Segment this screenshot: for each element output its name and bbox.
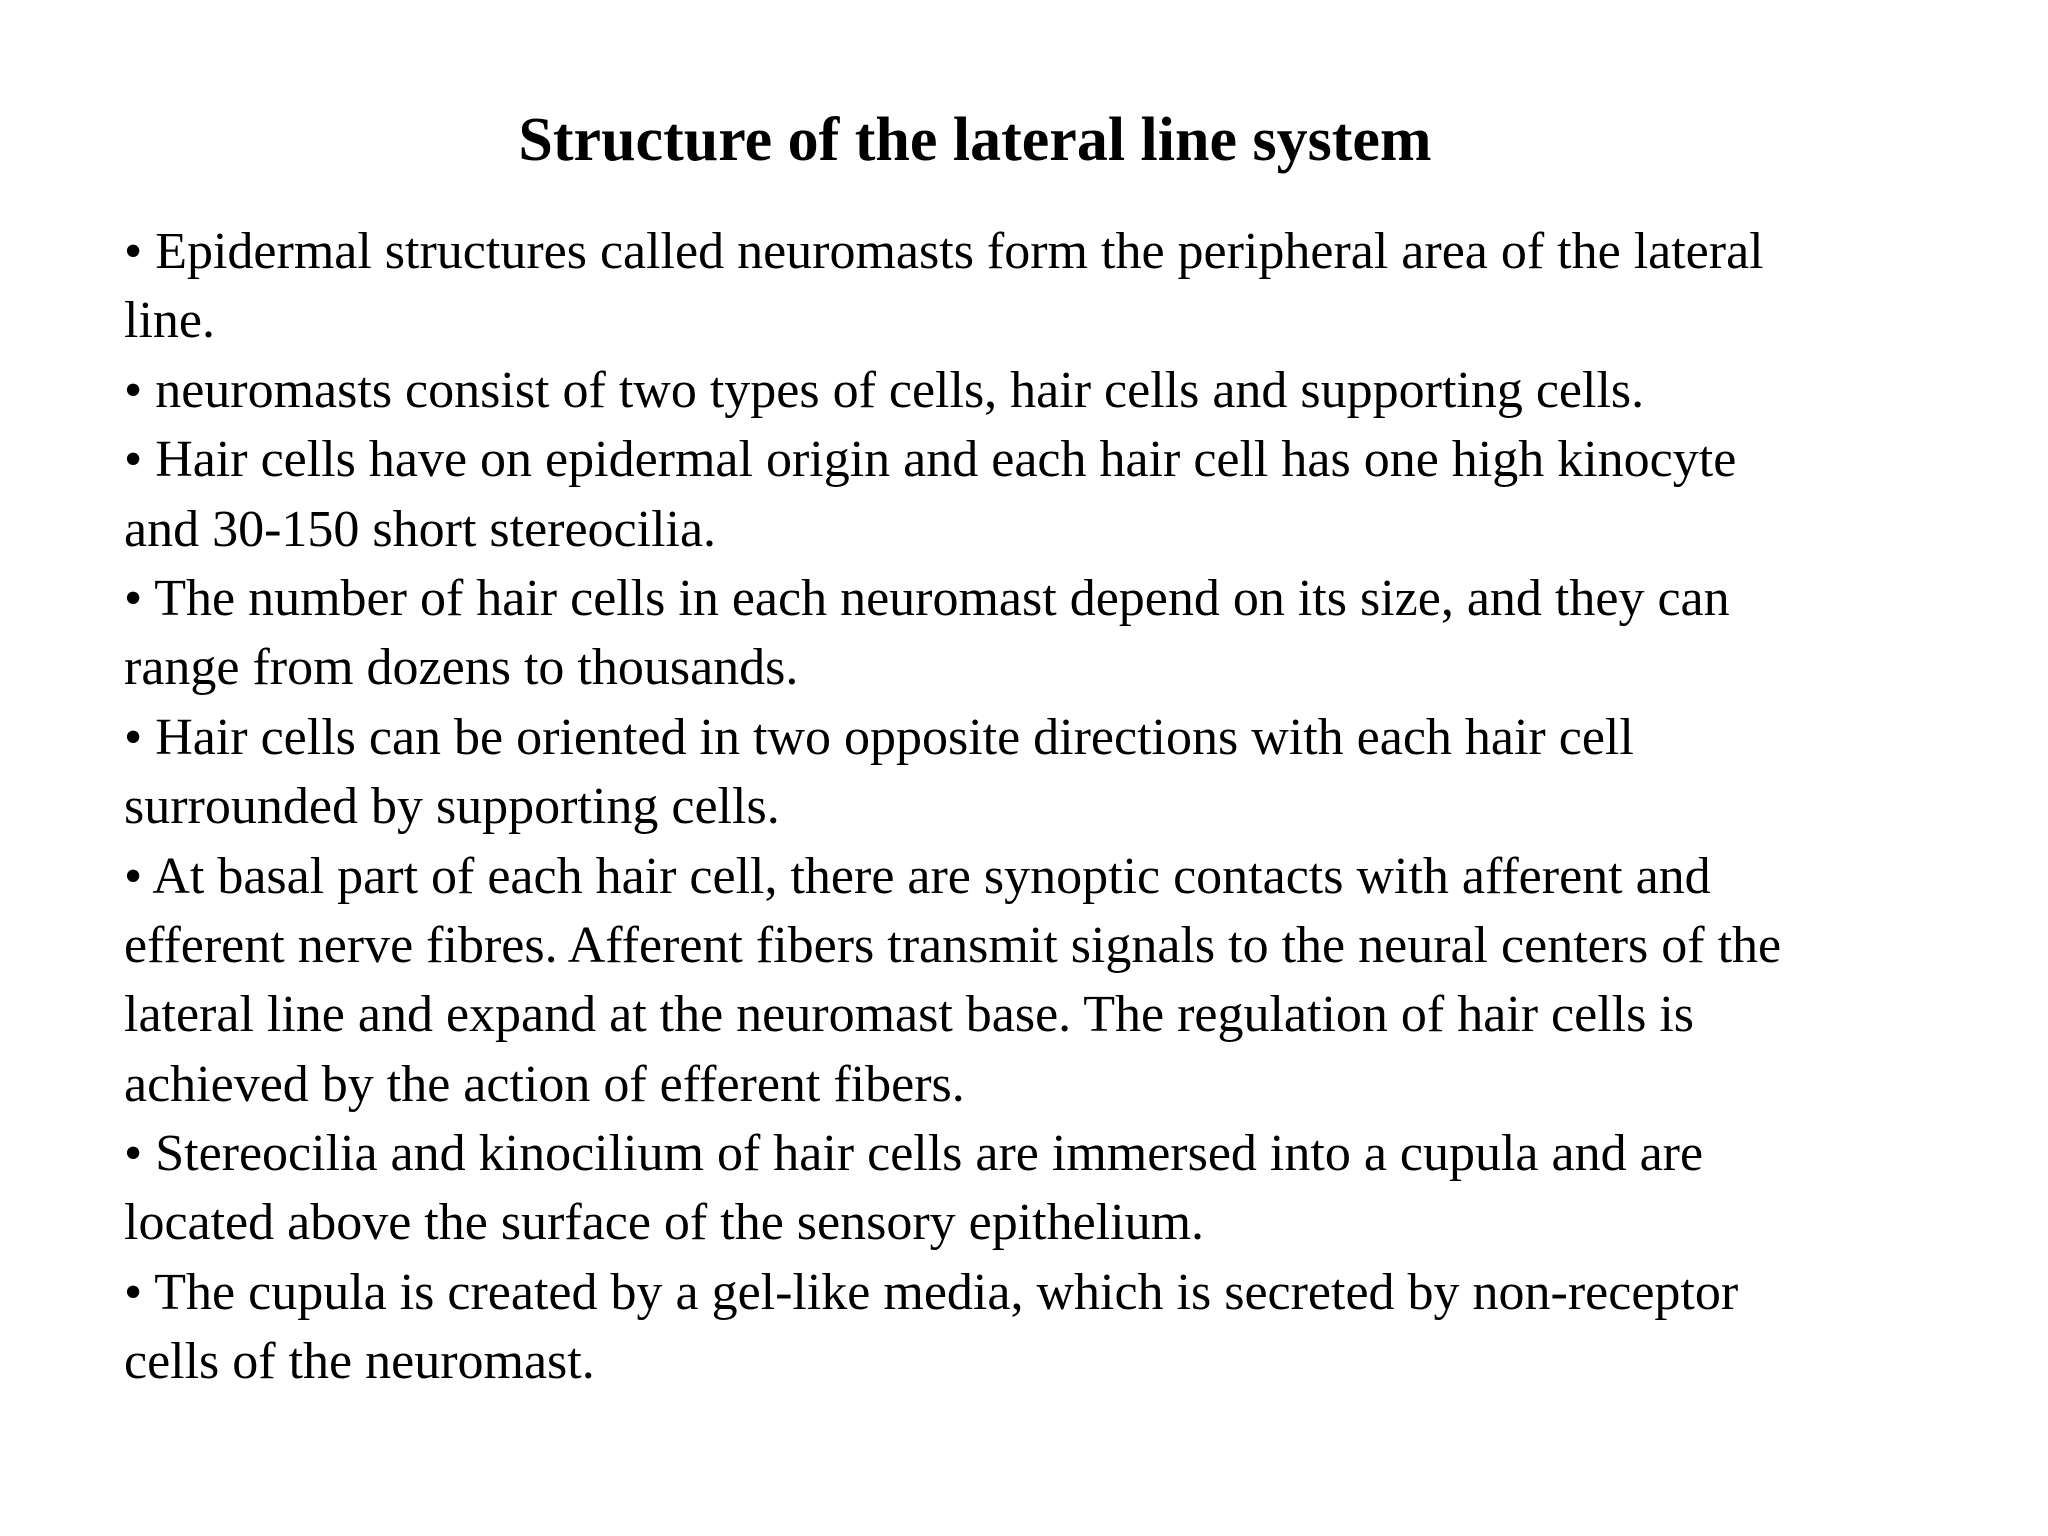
body-line: • Stereocilia and kinocilium of hair cells are immersed into a cupula and are: [124, 1125, 1704, 1183]
body-line: • Hair cells have on epidermal origin and each hair cell has one high kinocyte: [124, 431, 1737, 489]
body-line: and 30-150 short stereocilia.: [124, 500, 717, 558]
body-line: • Hair cells can be oriented in two opposite directions with each hair cell: [124, 708, 1634, 766]
body-line: • Epidermal structures called neuromasts form the peripheral area of the lateral: [124, 223, 1764, 280]
body-line: line.: [124, 292, 215, 350]
slide-body: [124, 217, 1954, 1397]
body-line: located above the surface of the sensory epithelium.: [124, 1194, 1205, 1252]
body-line: • The number of hair cells in each neuromast depend on its size, and they can: [124, 569, 1730, 627]
body-line: efferent nerve fibres. Afferent fibers transmit signals to the neural centers of the: [124, 916, 1782, 974]
body-line: • neuromasts consist of two types of cells, hair cells and supporting cells.: [124, 361, 1645, 419]
body-line: surrounded by supporting cells.: [124, 778, 780, 836]
body-line: lateral line and expand at the neuromast base. The regulation of hair cells is: [124, 986, 1695, 1044]
body-line: cells of the neuromast.: [124, 1333, 595, 1391]
body-line: • The cupula is created by a gel-like media, which is secreted by non-receptor: [124, 1263, 1739, 1321]
body-line: • At basal part of each hair cell, there are synoptic contacts with afferent and: [124, 847, 1711, 905]
slide-title: Structure of the lateral line system: [518, 106, 1432, 174]
body-line: range from dozens to thousands.: [124, 639, 799, 697]
body-line: achieved by the action of efferent fibers.: [124, 1055, 965, 1113]
